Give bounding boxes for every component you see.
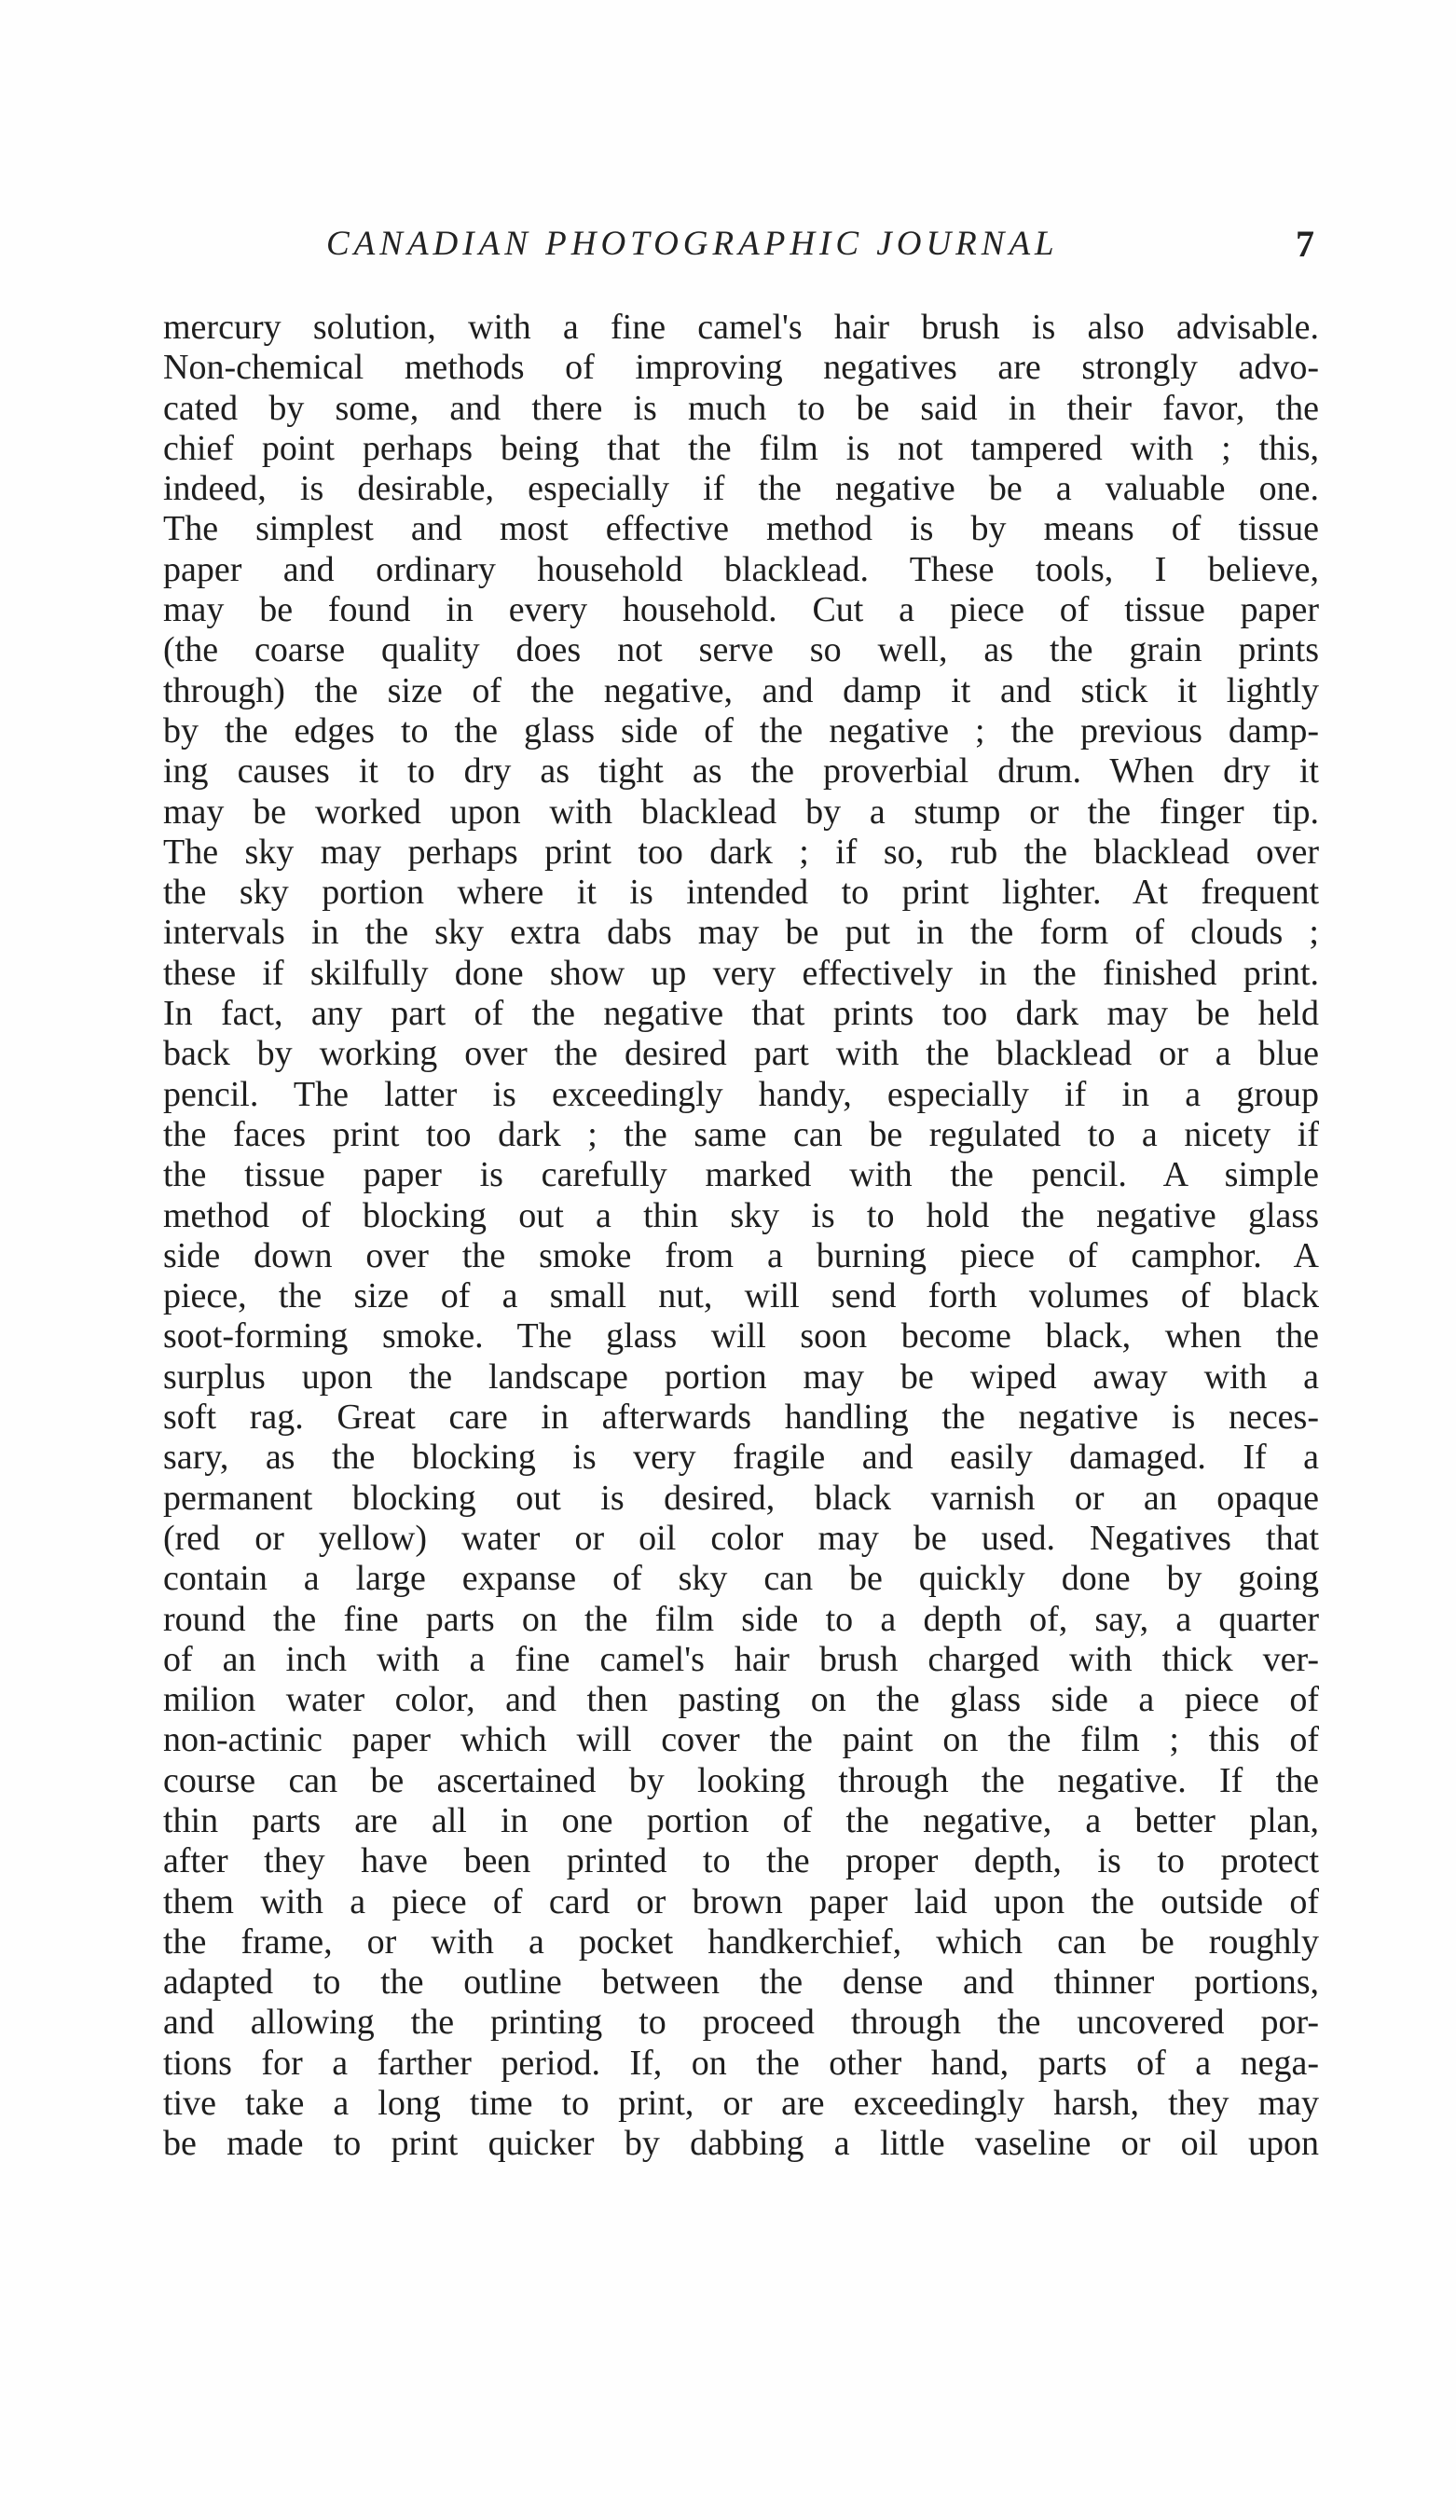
text-line: side down over the smoke from a burning piece of camphor. A <box>163 1235 1319 1275</box>
text-line: intervals in the sky extra dabs may be put in the form of clouds ; <box>163 913 1319 953</box>
text-line: thin parts are all in one portion of the negative, a better plan, <box>163 1800 1319 1840</box>
text-line: tions for a farther period. If, on the other hand, parts of a nega- <box>163 2043 1319 2083</box>
text-line: soft rag. Great care in afterwards handling the negative is neces- <box>163 1398 1319 1438</box>
text-line: the faces print too dark ; the same can be regulated to a nicety if <box>163 1114 1319 1154</box>
page-number: 7 <box>1296 223 1314 265</box>
text-line: non-actinic paper which will cover the paint on the film ; this of <box>163 1720 1319 1760</box>
text-line: pencil. The latter is exceedingly handy, especially if in a group <box>163 1074 1319 1114</box>
journal-title: CANADIAN PHOTOGRAPHIC JOURNAL <box>326 225 1059 263</box>
text-line: In fact, any part of the negative that prints too dark may be held <box>163 994 1319 1034</box>
text-line: may be worked upon with blacklead by a stump or the finger tip. <box>163 792 1319 832</box>
text-line: chief point perhaps being that the film is not tampered with ; this, <box>163 428 1319 468</box>
text-line: soot-forming smoke. The glass will soon become black, when the <box>163 1316 1319 1356</box>
text-line: adapted to the outline between the dense and thinner portions, <box>163 1962 1319 2003</box>
text-line: of an inch with a fine camel's hair brush charged with thick ver- <box>163 1639 1319 1679</box>
text-line: (the coarse quality does not serve so well, as the grain prints <box>163 630 1319 670</box>
text-line: Non-chemical methods of improving negatives are strongly advo- <box>163 348 1319 388</box>
text-line: surplus upon the landscape portion may be wiped away with a <box>163 1356 1319 1397</box>
text-line: back by working over the desired part with the blacklead or a blue <box>163 1034 1319 1074</box>
text-line: these if skilfully done show up very effectively in the finished print. <box>163 953 1319 993</box>
text-line: piece, the size of a small nut, will send forth volumes of black <box>163 1276 1319 1316</box>
text-line: cated by some, and there is much to be said in their favor, the <box>163 388 1319 428</box>
text-line: mercury solution, with a fine camel's hair brush is also advisable. <box>163 308 1319 347</box>
text-line: method of blocking out a thin sky is to hold the negative glass <box>163 1195 1319 1235</box>
text-line: milion water color, and then pasting on the glass side a piece of <box>163 1680 1319 1720</box>
text-line: The simplest and most effective method is by means of tissue <box>163 509 1319 549</box>
text-line: may be found in every household. Cut a piece of tissue paper <box>163 590 1319 630</box>
text-line: contain a large expanse of sky can be quickly done by going <box>163 1559 1319 1599</box>
text-line: them with a piece of card or brown paper laid upon the outside of <box>163 1881 1319 1921</box>
text-line: ing causes it to dry as tight as the proverbial drum. When dry it <box>163 751 1319 792</box>
text-line: and allowing the printing to proceed through the uncovered por- <box>163 2003 1319 2043</box>
text-line: the frame, or with a pocket handkerchief, which can be roughly <box>163 1921 1319 1962</box>
text-line: indeed, is desirable, especially if the negative be a valuable one. <box>163 469 1319 509</box>
text-line: sary, as the blocking is very fragile and easily damaged. If a <box>163 1438 1319 1478</box>
text-line: through) the size of the negative, and damp it and stick it lightly <box>163 670 1319 710</box>
text-line: be made to print quicker by dabbing a little vaseline or oil upon <box>163 2124 1319 2164</box>
text-line: the sky portion where it is intended to print lighter. At frequent <box>163 873 1319 913</box>
body-text <box>163 308 1319 2165</box>
text-line: course can be ascertained by looking through the negative. If the <box>163 1760 1319 1800</box>
text-line: The sky may perhaps print too dark ; if so, rub the blacklead over <box>163 832 1319 872</box>
text-line: round the fine parts on the film side to a depth of, say, a quarter <box>163 1599 1319 1639</box>
text-line: tive take a long time to print, or are exceedingly harsh, they may <box>163 2084 1319 2124</box>
text-line: after they have been printed to the proper depth, is to protect <box>163 1841 1319 1881</box>
text-line: by the edges to the glass side of the negative ; the previous damp- <box>163 710 1319 750</box>
text-line: (red or yellow) water or oil color may be used. Negatives that <box>163 1518 1319 1558</box>
text-line: permanent blocking out is desired, black varnish or an opaque <box>163 1478 1319 1518</box>
text-line: paper and ordinary household blacklead. These tools, I believe, <box>163 549 1319 589</box>
running-header <box>168 224 1314 270</box>
text-line: the tissue paper is carefully marked with the pencil. A simple <box>163 1155 1319 1195</box>
